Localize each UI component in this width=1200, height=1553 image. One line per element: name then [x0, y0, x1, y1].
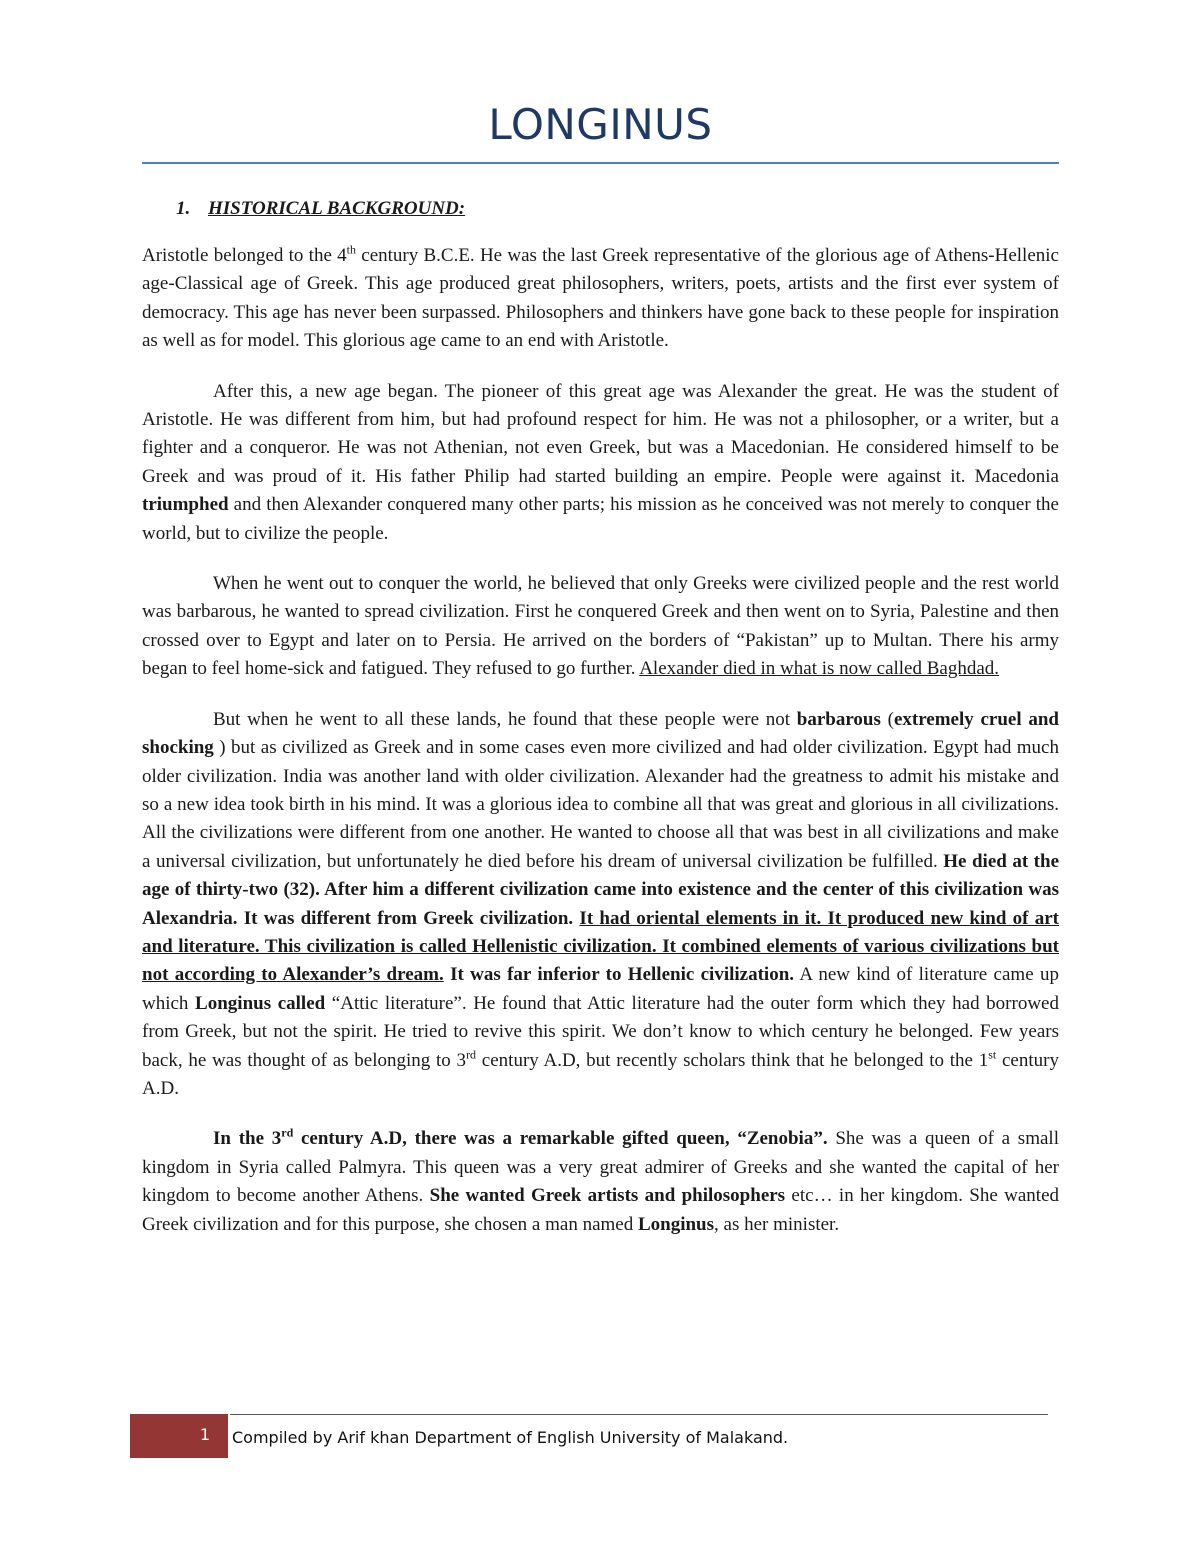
p5-bold-a: In the 3	[213, 1128, 282, 1150]
p5-bold-1: She wanted Greek artists and philosophers	[429, 1185, 786, 1207]
p4-bold-5: Longinus called	[195, 992, 326, 1014]
p4-text-c: ) but as civilized as Greek and in some cases even more civilized and had older civilization. Egypt had much older civilization. India was another land with older civilization. Alexander had the greatness to admit his mistake and so a new idea took birth in his mind. It was a glorious idea to combine all that was great and glorious in all civilizations. All the civilizations were different from one another. He wanted to choose all that was best in all civilizations and make a universal civilization, but unfortunately he died before his dream of universal civilization be fulfilled.	[142, 737, 1059, 872]
p3-text-a: When he went out to conquer the world, he believed that only Greeks were civilized people and the rest world was barbarous, he wanted to spread civilization. First he conquered Greek and then went on to Syria, Palestine and then crossed over to Egypt and later on to Persia. He arrived on the borders of “Pakistan” up to Multan. There his army began to feel home-sick and fatigued. They refused to go further.	[142, 573, 1059, 680]
p1-text-a: Aristotle belonged to the 4	[142, 245, 347, 266]
p4-text-a: But when he went to all these lands, he found that these people were not	[213, 708, 797, 730]
p5-bold-b: century A.D, there was a remarkable gifted queen, “Zenobia”.	[293, 1128, 828, 1150]
page-number-box	[130, 1414, 228, 1458]
p4-bold-2: extremely cruel and shocking	[142, 708, 1060, 759]
p1-text-b: century B.C.E. He was the last Greek representative of the glorious age of Athens-Hellenic age-Classical age of Greek. This age produced great philosophers, writers, poets, artists and the first ever system of democracy. This age has never been surpassed. Philosophers and thinkers have gone back to these people for inspiration as well as for model. This glorious age came to an end with Aristotle.	[142, 245, 1059, 352]
p2-text-a: After this, a new age began. The pioneer of this great age was Alexander the great. He was the student of Aristotle. He was different from him, but had profound respect for him. He was not a philosopher, or a writer, but a fighter and a conqueror. He was not Athenian, not even Greek, but was a Macedonian. He considered himself to be Greek and was proud of it. His father Philip had started building an empire. People were against it. Macedonia	[142, 380, 1059, 487]
section-heading	[142, 198, 465, 220]
p4-text-e: “Attic literature”. He found that Attic literature had the outer form which they had borrowed from Greek, but not the spirit. He tried to revive this spirit. We don’t know to which century he belonged. Few years back, he was thought of as belonging to 3	[142, 992, 1059, 1071]
p4-superscript-2: st	[988, 1047, 997, 1062]
page-number: 1	[199, 1425, 210, 1444]
body-text	[142, 242, 1059, 1261]
p4-text-g: century A.D.	[142, 1049, 1059, 1099]
p4-bold-4: It was far inferior to Hellenic civilization.	[443, 964, 795, 986]
paragraph-1	[142, 242, 1059, 356]
p3-underlined: Alexander died in what is now called Baghdad.	[639, 658, 1000, 680]
p4-superscript-1: rd	[466, 1047, 477, 1062]
p4-bold-3: He died at the age of thirty-two (32). After him a different civilization came into existence and the center of this civilization was Alexandria. It was different from Greek civilization.	[142, 850, 1059, 929]
p2-bold: triumphed	[142, 494, 229, 516]
paragraph-4	[142, 706, 1059, 1104]
p2-text-b: and then Alexander conquered many other parts; his mission as he conceived was not merely to conquer the world, but to civilize the people.	[142, 494, 1059, 544]
p4-bold-underlined: It had oriental elements in it. It produced new kind of art and literature. This civilization is called Hellenistic civilization. It combined elements of various civilizations but not according to Alexander’s dream.	[142, 907, 1059, 986]
p5-superscript: rd	[281, 1126, 294, 1141]
paragraph-2	[142, 378, 1059, 548]
p4-bold-1: barbarous	[796, 708, 881, 730]
title-underline-rule	[142, 162, 1059, 164]
paragraph-3	[142, 570, 1059, 684]
p5-text-b: etc… in her kingdom. She wanted Greek civilization and for this purpose, she chosen a man named	[142, 1185, 1059, 1235]
paragraph-5	[142, 1125, 1059, 1239]
p4-text-f: century A.D, but recently scholars think that he belonged to the 1	[476, 1049, 989, 1071]
p1-superscript: th	[346, 242, 356, 257]
p5-bold-2: Longinus	[637, 1213, 715, 1235]
footer-text: Compiled by Arif khan Department of English University of Malakand.	[232, 1428, 789, 1447]
section-number: 1.	[176, 198, 191, 219]
p4-text-b: (	[880, 708, 894, 730]
p5-text-c: , as her minister.	[714, 1213, 840, 1235]
section-heading-text: HISTORICAL BACKGROUND:	[208, 198, 466, 219]
p4-text-d: A new kind of literature came up which	[142, 964, 1059, 1014]
footer-rule	[230, 1414, 1048, 1415]
document-title: LONGINUS	[488, 100, 713, 149]
p5-text-a: She was a queen of a small kingdom in Syria called Palmyra. This queen was a very great admirer of Greeks and she wanted the capital of her kingdom to become another Athens.	[142, 1128, 1059, 1207]
